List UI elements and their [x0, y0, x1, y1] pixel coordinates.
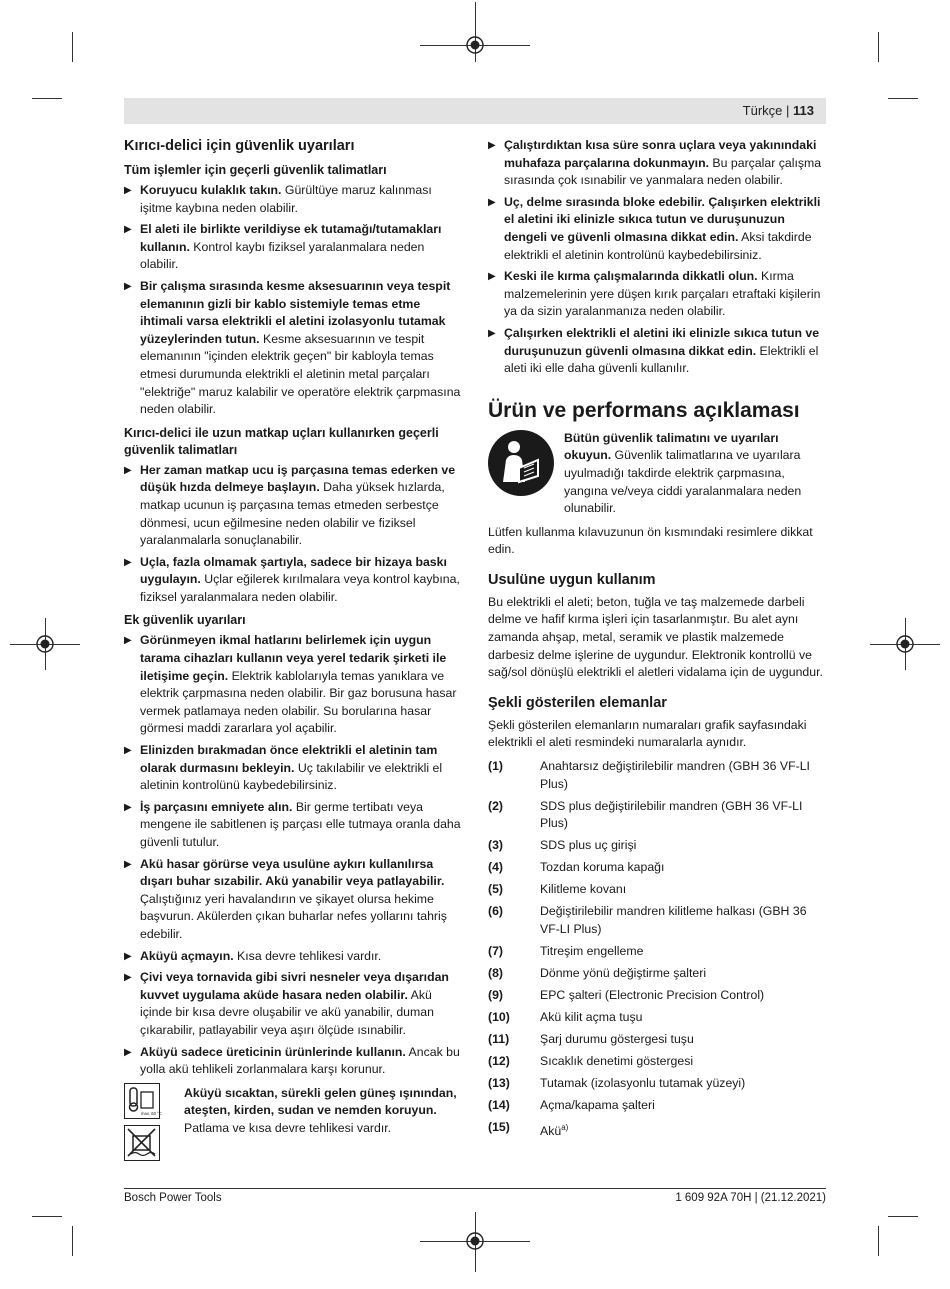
list-item: (5) Kilitleme kovanı: [488, 882, 627, 897]
safety-bullet: ▶ Uçla, fazla olmamak şartıyla, sadece bir hizaya baskı uygulayın. Uçlar eğilerek kırılmalara veya kontrol kaybına, fiziksel yaralanmalara neden olabilir.: [124, 554, 464, 607]
registration-mark-icon: [465, 1231, 485, 1251]
left-column: [124, 137, 464, 1171]
right-column: [488, 137, 828, 1145]
crop-mark: [878, 1226, 879, 1256]
safety-bullet: ▶ Görünmeyen ikmal hatlarını belirlemek için uygun tarama cihazları kullanın veya yerel tedarik şirketi ile iletişime geçin. Elektrik kablolarıyla temas yanıklara ve elektrik çarpmasına neden olabilir. Bir gaz borusuna hasar vermek patlamaya neden olabilir. Su borularına hasar görmesi maddi zararlara yol açabilir.: [124, 632, 464, 738]
safety-bullet: ▶ Bir çalışma sırasında kesme aksesuarının veya tespit elemanının gizli bir kablo sistemiyle temas etme ihtimali varsa elektrikli el aletini izolasyonlu tutamak yüzeylerinden tutun. Kesme aksesuarının ve tespit elemanının "içinden elektrik geçen" bir kabloyla temas etmesi durumunda elektrikli el aletinin metal parçaları "elektriğe" maruz kalabilir ve operatöre elektrik çarpmasına neden olabilir.: [124, 278, 464, 419]
list-item: (4) Tozdan koruma kapağı: [488, 860, 665, 875]
list-item: (6) Değiştirilebilir mandren kilitleme halkası (GBH 36 VF-LI Plus): [488, 904, 807, 936]
list-item: (1) Anahtarsız değiştirilebilir mandren (GBH 36 VF-LI Plus): [488, 759, 810, 791]
crop-mark: [888, 98, 918, 99]
safety-bullet: ▶ Çivi veya tornavida gibi sivri nesneler veya dışarıdan kuvvet uygulama aküde hasara neden olabilir. Akü içinde bir kısa devre oluşabilir ve akü yanabilir, duman çıkarabilir, patlayabilir veya aşırı ölçüde ısınabilir.: [124, 969, 464, 1039]
safety-bullet: ▶ Aküyü açmayın. Kısa devre tehlikesi vardır.: [124, 948, 464, 966]
crop-mark: [32, 98, 62, 99]
no-water-icon: [124, 1125, 160, 1161]
crop-mark: [72, 1226, 73, 1256]
safety-bullet: ▶ Her zaman matkap ucu iş parçasına temas ederken ve düşük hızda delmeye başlayın. Daha yüksek hızlarda, matkap ucunun iş parçasına temas etmeden serbestçe dönmesi, ucun eğilmesine neden olabilir ve fiziksel yaralanmalarla sonuçlanabilir.: [124, 462, 464, 550]
footer-divider: [124, 1188, 826, 1189]
footer-doc-id: 1 609 92A 70H | (21.12.2021): [675, 1192, 826, 1204]
usage-text: Bu elektrikli el aleti; beton, tuğla ve taş malzemede darbeli delme ve hafif kırma işleri için tasarlanmıştır. Bu alet aynı zamanda ahşap, metal, seramik ve plastik malzemede darbesiz delme işlerine de uygundur. Elektronik kontrollü ve sağ/sol dönüşlü elektrikli el aletleri vidalama için de uygundur.: [488, 594, 823, 680]
safety-bullet: ▶ Akü hasar görürse veya usulüne aykırı kullanılırsa dışarı buhar sızabilir. Akü yanabilir veya patlayabilir. Çalıştığınız yeri havalandırın ve şikayet olursa hekime başvurun. Akülerden çıkan buharlar nefes yollarını tahriş edebilir.: [124, 856, 464, 944]
figure-note: Lütfen kullanma kılavuzunun ön kısmındaki resimlere dikkat edin.: [488, 524, 813, 557]
safety-bullet: ▶ El aleti ile birlikte verildiyse ek tutamağı/tutamakları kullanın. Kontrol kaybı fiziksel yaralanmalara neden olabilir.: [124, 221, 464, 274]
footer-brand: Bosch Power Tools: [124, 1192, 222, 1204]
list-item: (15) Akü$^{a)}$: [488, 1119, 569, 1138]
safety-bullet: ▶ Elinizden bırakmadan önce elektrikli el aletinin tam olarak durmasını bekleyin. Uç takılabilir ve elektrikli el aletinin kontrolünü kaybedebilirsiniz.: [124, 742, 464, 795]
read-instructions-warning: [488, 430, 828, 518]
safety-bullet: ▶ Uç, delme sırasında bloke edebilir. Çalışırken elektrikli el aletini iki elinizle sıkıca tutun ve duruşunuzun dengeli ve güvenli olmasına dikkat edin. Aksi takdirde elektrikli el aletinin kontrolünü kaybedebilirsiniz.: [488, 194, 828, 264]
page-number: 113: [793, 103, 814, 118]
safety-title: Kırıcı-delici için güvenlik uyarıları: [124, 138, 355, 154]
battery-protection-note: [124, 1083, 464, 1167]
list-item: (3) SDS plus uç girişi: [488, 838, 637, 853]
components-title: Şekli gösterilen elemanlar: [488, 694, 667, 711]
list-item: (9) EPC şalteri (Electronic Precision Control): [488, 987, 765, 1002]
temperature-limit-icon: [124, 1083, 160, 1119]
read-manual-icon: [488, 430, 554, 496]
crop-mark: [888, 1216, 918, 1217]
list-item: (7) Titreşim engelleme: [488, 943, 644, 958]
list-item: (12) Sıcaklık denetimi göstergesi: [488, 1053, 694, 1068]
list-item: (14) Açma/kapama şalteri: [488, 1097, 655, 1112]
header-bar: [124, 98, 826, 124]
page-header: Türkçe | 113: [742, 103, 814, 118]
footnote-marker: a): [561, 1122, 569, 1132]
safety-subtitle-additional: Ek güvenlik uyarıları: [124, 613, 246, 628]
safety-bullet: ▶ Koruyucu kulaklık takın. Gürültüye maruz kalınması işitme kaybına neden olabilir.: [124, 182, 464, 217]
components-intro: Şekli gösterilen elemanların numaraları grafik sayfasındaki elektrikli el aleti resmindeki numaralarla aynıdır.: [488, 717, 807, 750]
list-item: (8) Dönme yönü değiştirme şalteri: [488, 965, 707, 980]
registration-mark-icon: [465, 35, 485, 55]
components-list: [488, 758, 828, 1140]
crop-mark: [32, 1216, 62, 1217]
list-item: (13) Tutamak (izolasyonlu tutamak yüzeyi): [488, 1075, 746, 1090]
read-instructions-text: Bütün güvenlik talimatını ve uyarıları okuyun. Güvenlik talimatlarına ve uyarılara uyulmadığı takdirde elektrik çarpmasına, yangına ve/veya ciddi yaralanmalara neden olunabilir.: [564, 430, 802, 516]
safety-bullet: ▶ İş parçasını emniyete alın. Bir germe tertibatı veya mengene ile sabitlenen iş parçası elle tutmaya oranla daha güvenli tutulur.: [124, 799, 464, 852]
safety-bullet: ▶ Çalışırken elektrikli el aletini iki elinizle sıkıca tutun ve duruşunuzun güvenli olmasına dikkat edin. Elektrikli el aleti iki elle daha güvenli kullanılır.: [488, 325, 828, 378]
section-title-product: Ürün ve performans açıklaması: [488, 398, 800, 422]
crop-mark: [72, 32, 73, 62]
registration-mark-icon: [895, 634, 915, 654]
safety-bullet: ▶ Çalıştırdıktan kısa süre sonra uçlara veya yakınındaki muhafaza parçalarına dokunmayın. Bu parçalar çalışma sırasında çok ısınabilir ve yanmalara neden olabilir.: [488, 137, 828, 190]
temperature-limit-label: max. 60 °C: [141, 1110, 162, 1116]
list-item: (10) Akü kilit açma tuşu: [488, 1009, 643, 1024]
battery-protection-text: Aküyü sıcaktan, sürekli gelen güneş ışınından, ateşten, kirden, sudan ve nemden koruyun. Patlama ve kısa devre tehlikesi vardır.: [184, 1085, 457, 1135]
safety-bullet: ▶ Keski ile kırma çalışmalarında dikkatli olun. Kırma malzemelerinin yere düşen kırık parçaları etraftaki kişilerin ya da sizin yaralanmanıza neden olabilir.: [488, 268, 828, 321]
crop-mark: [878, 32, 879, 62]
safety-subtitle-general: Tüm işlemler için geçerli güvenlik talimatları: [124, 163, 387, 177]
header-language: Türkçe: [742, 103, 783, 118]
safety-bullet: ▶ Aküyü sadece üreticinin ürünlerinde kullanın. Ancak bu yolla akü tehlikeli zorlanmalara karşı korunur.: [124, 1044, 464, 1079]
list-item: (11) Şarj durumu göstergesi tuşu: [488, 1031, 694, 1046]
list-item: (2) SDS plus değiştirilebilir mandren (GBH 36 VF-LI Plus): [488, 798, 803, 831]
usage-title: Usulüne uygun kullanım: [488, 571, 656, 588]
registration-mark-icon: [35, 634, 55, 654]
safety-subtitle-long-bits: Kırıcı-delici ile uzun matkap uçları kullanırken geçerli güvenlik talimatları: [124, 425, 439, 457]
